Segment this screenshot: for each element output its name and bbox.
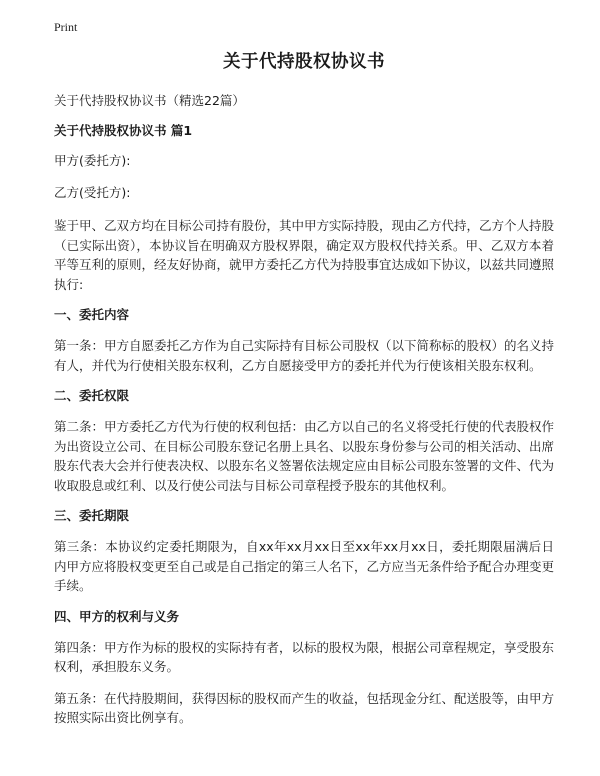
section-heading: 一、委托内容 — [54, 307, 130, 322]
section-body: 第三条：本协议约定委托期限为，自xx年xx月xx日至xx年xx月xx日，委托期限届满后日内甲方应将股权变更至自己或是自己指定的第三人名下，乙方应当无条件给予配合办理变更手续。 — [54, 539, 555, 593]
section-heading: 四、甲方的权利与义务 — [54, 608, 180, 624]
page-title: 关于代持股权协议书 — [223, 52, 385, 72]
intro-paragraph: 鉴于甲、乙双方均在目标公司持有股份，其中甲方实际持股，现由乙方代持，乙方个人持股（已实际出资），本协议旨在明确双方股权界限，确定双方股权代持关系。甲、乙双方本着平等互利的原则，经友好协商，就甲方委托乙方代为持股事宜达成如下协议，以兹共同遵照执行: — [54, 218, 555, 292]
article-heading: 关于代持股权协议书 篇1 — [54, 123, 193, 138]
section-body: 第二条：甲方委托乙方代为行使的权利包括：由乙方以自己的名义将受托行使的代表股权作为出资设立公司、在目标公司股东登记名册上具名、以股东身份参与公司的相关活动、出席股东代表大会并行使表决权、以股东名义签署依法规定应由目标公司股东签署的文件、代为收取股息或红利、以及行使公司法与目标公司章程授予股东的其他权利。 — [54, 419, 555, 493]
section-body: 第一条：甲方自愿委托乙方作为自己实际持有目标公司股权（以下简称标的股权）的名义持有人，并代为行使相关股东权利，乙方自愿接受甲方的委托并代为行使该相关股东权利。 — [54, 338, 555, 373]
document-page — [54, 50, 554, 740]
document-subtitle: 关于代持股权协议书（精选22篇） — [54, 93, 245, 108]
section-heading: 三、委托期限 — [54, 508, 130, 523]
party-a-line: 甲方(委托方): — [54, 153, 131, 168]
section-body: 第四条：甲方作为标的股权的实际持有者，以标的股权为限，根据公司章程规定，享受股东权利，承担股东义务。 — [54, 639, 555, 674]
print-link[interactable]: Print — [54, 20, 78, 34]
article-five-paragraph: 第五条：在代持股期间，获得因标的股权而产生的收益，包括现金分红、配送股等，由甲方按照实际出资比例享有。 — [54, 690, 555, 725]
section-heading: 二、委托权限 — [54, 388, 130, 403]
party-b-line: 乙方(受托方): — [54, 185, 131, 200]
